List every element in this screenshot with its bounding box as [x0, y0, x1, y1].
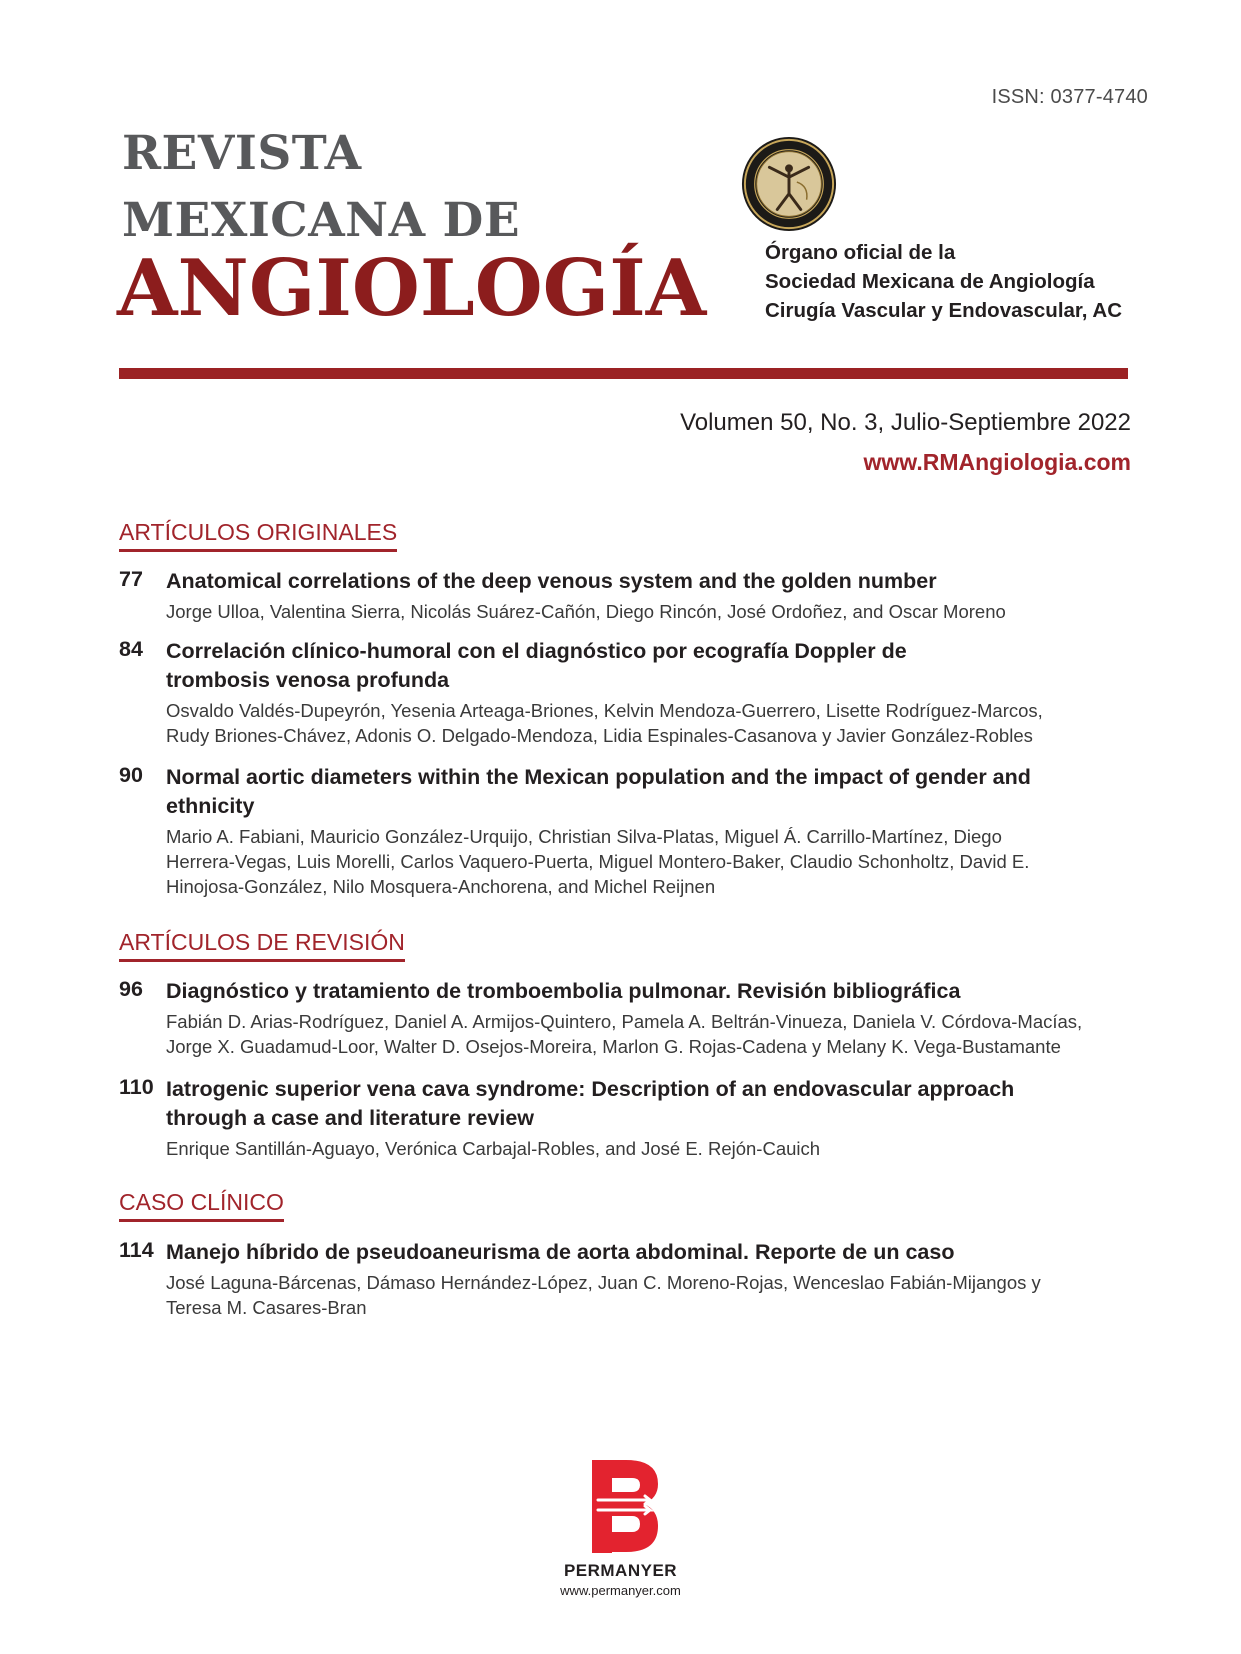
article-authors: José Laguna-Bárcenas, Dámaso Hernández-López, Juan C. Moreno-Rojas, Wenceslao Fabián-Mijangos y Teresa M. Casares-Bran: [166, 1272, 1041, 1318]
toc-article[interactable]: [119, 1238, 1089, 1320]
article-title: Iatrogenic superior vena cava syndrome: Description of an endovascular approach through a case and literature review: [166, 1077, 1015, 1130]
article-title: Anatomical correlations of the deep venous system and the golden number: [166, 569, 937, 593]
section-heading-originales: ARTÍCULOS ORIGINALES: [119, 520, 397, 552]
journal-website-link[interactable]: www.RMAngiologia.com: [863, 449, 1131, 475]
issn-number: ISSN: 0377-4740: [991, 86, 1148, 108]
section-heading-caso: CASO CLÍNICO: [119, 1190, 284, 1222]
article-page-number: 114: [119, 1238, 154, 1262]
publisher-logo-icon: [592, 1460, 658, 1553]
article-title: Manejo híbrido de pseudoaneurisma de aorta abdominal. Reporte de un caso: [166, 1240, 955, 1264]
toc-article[interactable]: [119, 567, 1089, 624]
article-page-number: 77: [119, 567, 143, 591]
organ-line1: Órgano oficial de la: [765, 241, 956, 264]
section-heading-revision: ARTÍCULOS DE REVISIÓN: [119, 930, 405, 962]
publisher-url-link[interactable]: www.permanyer.com: [560, 1583, 681, 1598]
journal-title-line2: MEXICANA DE: [122, 193, 521, 248]
journal-title-line3: ANGIOLOGÍA: [117, 243, 707, 334]
article-authors: Enrique Santillán-Aguayo, Verónica Carbajal-Robles, and José E. Rejón-Cauich: [166, 1138, 821, 1159]
article-authors: Mario A. Fabiani, Mauricio González-Urquijo, Christian Silva-Platas, Miguel Á. Carrillo-Martínez, Diego Herrera-Vegas, Luis Morelli, Carlos Vaquero-Puerta, Miguel Montero-Baker, Claudio Schonholtz, David E. Hinojosa-González, Nilo Mosquera-Anchorena, and Michel Reijnen: [166, 826, 1030, 897]
society-seal-icon: [740, 135, 838, 233]
article-authors: Osvaldo Valdés-Dupeyrón, Yesenia Arteaga-Briones, Kelvin Mendoza-Guerrero, Lisette Rodríguez-Marcos, Rudy Briones-Chávez, Adonis O. Delgado-Mendoza, Lidia Espinales-Casanova y Javier González-Robles: [166, 700, 1043, 746]
article-title: Correlación clínico-humoral con el diagnóstico por ecografía Doppler de trombosis venosa profunda: [166, 639, 907, 692]
toc-article[interactable]: [119, 763, 1089, 899]
article-authors: Jorge Ulloa, Valentina Sierra, Nicolás Suárez-Cañón, Diego Rincón, José Ordoñez, and Oscar Moreno: [166, 601, 1006, 622]
toc-article[interactable]: [119, 1075, 1089, 1161]
article-page-number: 110: [119, 1075, 154, 1099]
article-page-number: 96: [119, 977, 143, 1001]
toc-article[interactable]: [119, 977, 1089, 1059]
article-title: Normal aortic diameters within the Mexican population and the impact of gender and ethnicity: [166, 765, 1031, 818]
toc-article[interactable]: [119, 637, 1089, 748]
journal-title-line1: REVISTA: [122, 126, 362, 181]
article-page-number: 84: [119, 637, 143, 661]
organ-statement: [765, 238, 1122, 325]
organ-line3: Cirugía Vascular y Endovascular, AC: [765, 299, 1122, 322]
issue-volume: Volumen 50, No. 3, Julio-Septiembre 2022: [680, 409, 1131, 436]
article-title: Diagnóstico y tratamiento de tromboembolia pulmonar. Revisión bibliográfica: [166, 979, 961, 1003]
article-page-number: 90: [119, 763, 143, 787]
organ-line2: Sociedad Mexicana de Angiología: [765, 270, 1095, 293]
header-rule: [119, 368, 1128, 379]
article-authors: Fabián D. Arias-Rodríguez, Daniel A. Armijos-Quintero, Pamela A. Beltrán-Vinueza, Daniela V. Córdova-Macías, Jorge X. Guadamud-Loor, Walter D. Osejos-Moreira, Marlon G. Rojas-Cadena y Melany K. Vega-Bustamante: [166, 1011, 1083, 1057]
publisher-name: PERMANYER: [563, 1561, 678, 1580]
